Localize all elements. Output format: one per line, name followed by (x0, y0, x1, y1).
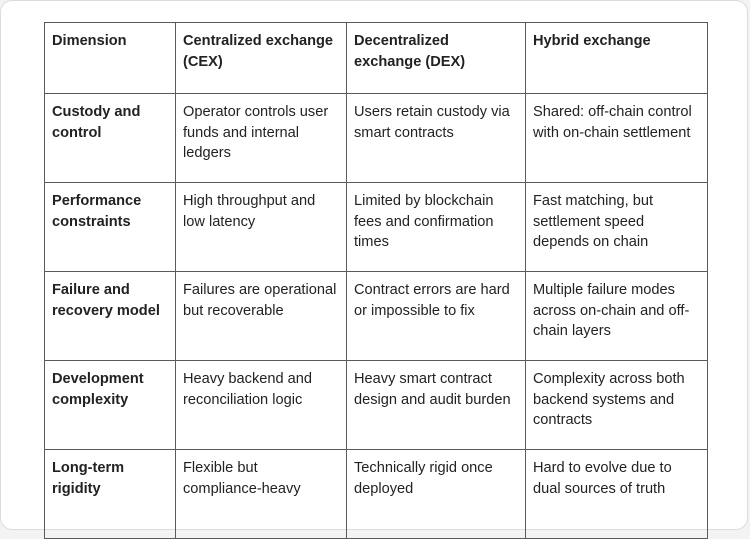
row-dimension-cell: Custody and control (45, 94, 176, 183)
table-row (45, 94, 708, 183)
header-hybrid: Hybrid exchange (526, 23, 708, 94)
dex-cell: Limited by blockchain fees and confirmation times (347, 183, 526, 272)
header-cex: Centralized exchange (CEX) (176, 23, 347, 94)
table-header-row (45, 23, 708, 94)
table-row (45, 272, 708, 361)
table-row (45, 183, 708, 272)
dex-cell: Heavy smart contract design and audit burden (347, 361, 526, 450)
hybrid-cell: Shared: off-chain control with on-chain settlement (526, 94, 708, 183)
hybrid-cell: Multiple failure modes across on-chain and off-chain layers (526, 272, 708, 361)
hybrid-cell: Fast matching, but settlement speed depends on chain (526, 183, 708, 272)
cex-cell: Heavy backend and reconciliation logic (176, 361, 347, 450)
dex-cell: Contract errors are hard or impossible to fix (347, 272, 526, 361)
cex-cell: Operator controls user funds and internal ledgers (176, 94, 347, 183)
table-row (45, 450, 708, 539)
cex-cell: High throughput and low latency (176, 183, 347, 272)
table-row (45, 361, 708, 450)
cex-cell: Failures are operational but recoverable (176, 272, 347, 361)
row-dimension-cell: Long-term rigidity (45, 450, 176, 539)
hybrid-cell: Hard to evolve due to dual sources of truth (526, 450, 708, 539)
row-dimension-cell: Performance constraints (45, 183, 176, 272)
row-dimension-cell: Failure and recovery model (45, 272, 176, 361)
hybrid-cell: Complexity across both backend systems and contracts (526, 361, 708, 450)
dex-cell: Users retain custody via smart contracts (347, 94, 526, 183)
dex-cell: Technically rigid once deployed (347, 450, 526, 539)
header-dimension: Dimension (45, 23, 176, 94)
comparison-table (44, 22, 708, 539)
cex-cell: Flexible but compliance-heavy (176, 450, 347, 539)
header-dex: Decentralized exchange (DEX) (347, 23, 526, 94)
row-dimension-cell: Development complexity (45, 361, 176, 450)
